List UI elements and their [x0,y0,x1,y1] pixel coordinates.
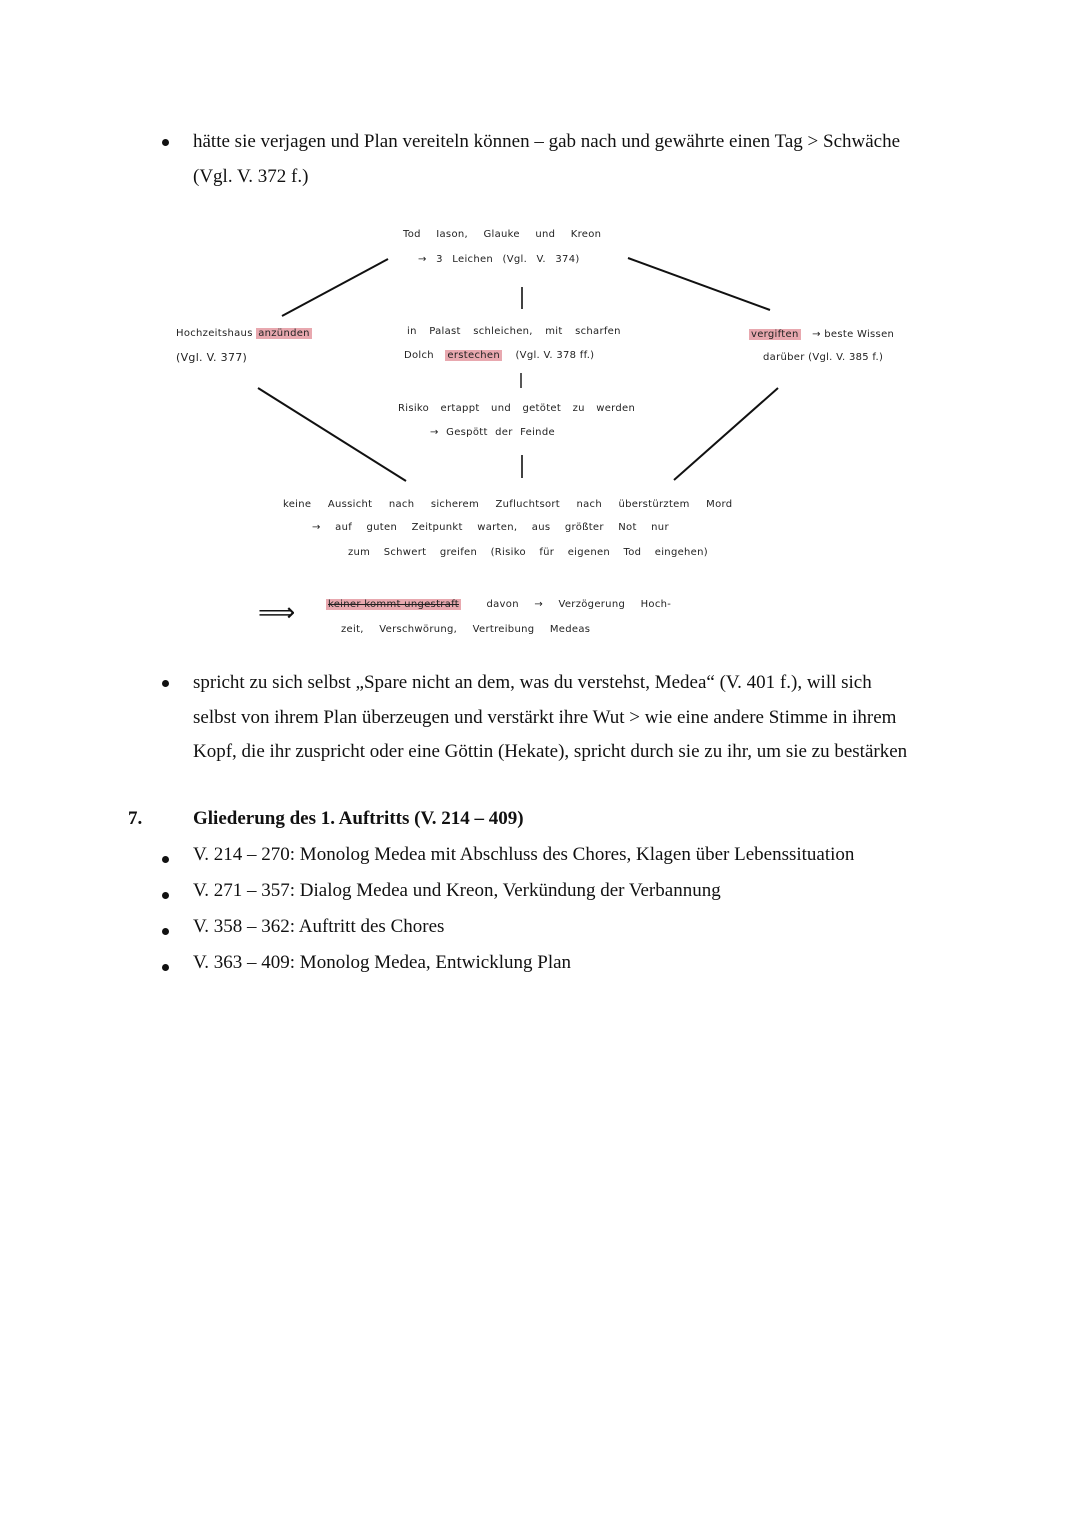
list-item: V. 271 – 357: Dialog Medea und Kreon, Verkündung der Verbannung [193,880,721,901]
middle-bullet-line3: Kopf, die ihr zuspricht oder eine Göttin (Hekate), spricht durch sie zu ihr, um sie zu bestärken [193,741,908,762]
diagram-left-line2: (Vgl. V. 377) [176,351,248,364]
bullet-dot [162,680,169,687]
diagram-risk-line1: Risiko ertappt und getötet zu werden [398,403,636,414]
diagram-center-mid-line2 [404,350,594,361]
diagram-right-line2: darüber (Vgl. V. 385 f.) [763,352,884,363]
bullet-dot [162,892,169,899]
right-arrow-text: → beste Wissen [812,329,895,340]
list-item: V. 358 – 362: Auftritt des Chores [193,916,445,937]
diagram-risk-line2: → Gespött der Feinde [430,427,555,438]
highlighted-verb: anzünden [258,328,310,339]
highlighted-verb: vergiften [751,329,799,340]
middle-bullet-text [193,666,993,770]
connector-line [628,258,770,310]
top-bullet-line1: hätte sie verjagen und Plan vereiteln können – gab nach und gewährte einen Tag > Schwäche [193,131,901,152]
implication-arrow: ⟹ [258,598,296,628]
bullet-dot [162,928,169,935]
left-text: Hochzeitshaus [176,328,253,339]
diagram-right-line1 [749,329,894,340]
diagram-conclusion-line2: zeit, Verschwörung, Vertreibung Medeas [341,624,591,635]
section-number: 7. [128,808,143,829]
connector-line [282,259,388,316]
middle-bullet-line2: selbst von ihrem Plan überzeugen und verstärkt ihre Wut > wie eine andere Stimme in ihrem [193,706,897,728]
conclusion-rest: davon → Verzögerung Hoch- [486,599,672,610]
diagram-conclusion-line1 [326,599,671,610]
diagram-left-line1 [176,328,312,339]
diagram-center-mid-line1: in Palast schleichen, mit scharfen [407,326,621,337]
bullet-dot [162,964,169,971]
highlighted-phrase: keiner kommt ungestraft [328,599,459,610]
list-item: V. 214 – 270: Monolog Medea mit Abschluss des Chores, Klagen über Lebenssituation [193,844,855,865]
list-item: V. 363 – 409: Monolog Medea, Entwicklung Plan [193,952,572,973]
diagram-center-top-line1: Tod Iason, Glauke und Kreon [403,229,602,240]
middle-bullet-line1: spricht zu sich selbst „Spare nicht an dem, was du verstehst, Medea“ (V. 401 f.), will sich [193,672,872,693]
top-bullet-line2: (Vgl. V. 372 f.) [193,165,309,187]
section-title: Gliederung des 1. Auftritts (V. 214 – 409) [193,808,524,829]
diagram-bottom-line2: → auf guten Zeitpunkt warten, aus größter Not nur [312,522,669,533]
highlighted-verb: erstechen [447,350,500,361]
diagram-center-top-line2: → 3 Leichen (Vgl. V. 374) [418,254,580,265]
diagram-bottom-line1: keine Aussicht nach sicherem Zufluchtsort nach überstürztem Mord [283,499,733,510]
center-mid-ref: (Vgl. V. 378 ff.) [515,350,595,361]
diagram-bottom-line3: zum Schwert greifen (Risiko für eigenen Tod eingehen) [348,547,708,558]
bullet-dot [162,856,169,863]
center-mid-text: Dolch [404,350,434,361]
connector-line [674,388,778,480]
connector-line [258,388,406,481]
